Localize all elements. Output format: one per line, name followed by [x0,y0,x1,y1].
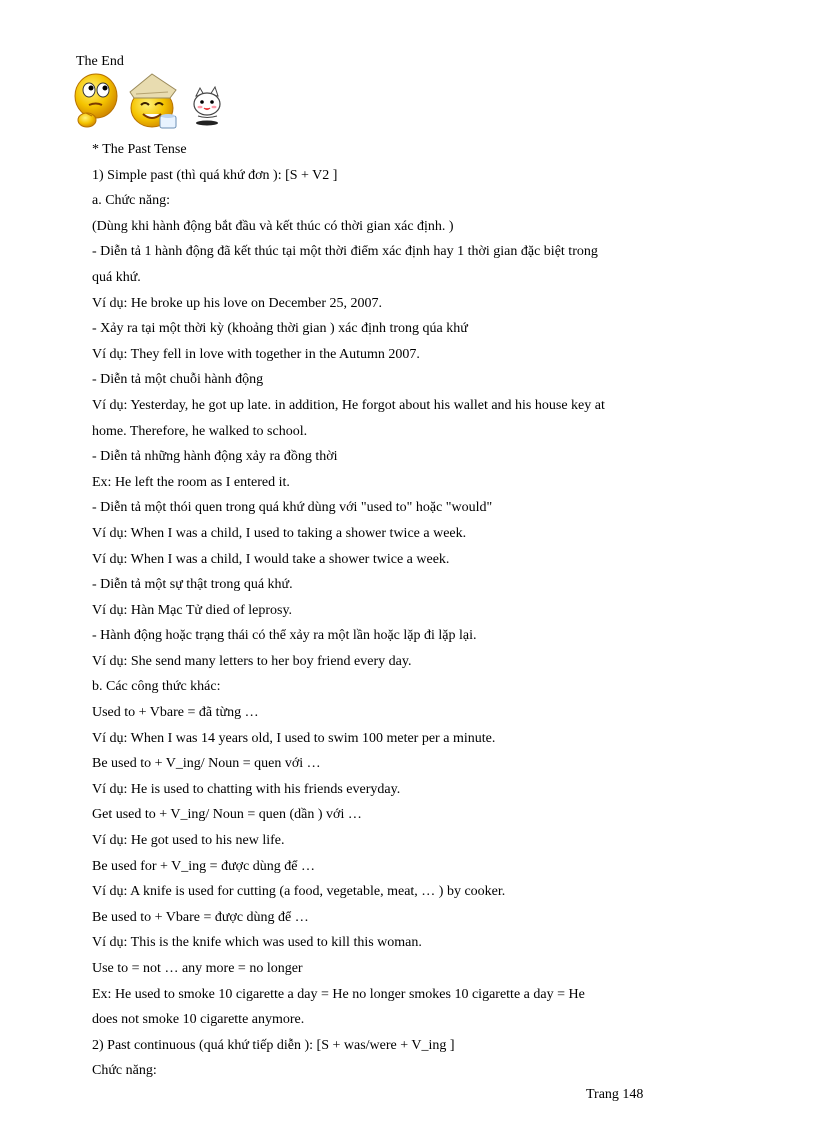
text-line: home. Therefore, he walked to school. [92,423,308,439]
text-line: Use to = not … any more = no longer [92,961,303,976]
text-line: Ví dụ: They fell in love with together in the Autumn 2007. [92,346,420,362]
text-line: (Dùng khi hành động bắt đầu và kết thúc có thời gian xác định. ) [92,218,454,234]
text-line: - Xảy ra tại một thời kỳ (khoảng thời gian ) xác định trong qúa khứ [92,321,468,337]
thinking-face-icon [72,72,122,130]
text-line: - Diễn tả một chuỗi hành động [92,372,264,388]
text-line: - Diễn tả một sự thật trong quá khứ. [92,577,293,593]
text-line: quá khứ. [92,269,141,285]
text-line: 2) Past continuous (quá khứ tiếp diễn ): [S + was/were + V_ing ] [92,1037,455,1053]
text-line: Ví dụ: He is used to chatting with his friends everyday. [92,781,401,797]
text-line: Ví dụ: Yesterday, he got up late. in addition, He forgot about his wallet and his house key at [92,397,605,413]
text-line: - Diễn tả 1 hành động đã kết thúc tại một thời điểm xác định hay 1 thời gian đặc biệt trong [92,244,598,260]
text-line: Be used for + V_ing = được dùng để … [92,858,315,874]
straw-hat-smiley-icon [126,72,182,130]
text-line: Ví dụ: When I was 14 years old, I used to swim 100 meter per a minute. [92,730,496,746]
text-line: 1) Simple past (thì quá khứ đơn ): [S + V2 ] [92,167,338,183]
header-title: The End [76,54,124,69]
emoticon-group [72,72,232,132]
text-line: Ví dụ: She send many letters to her boy friend every day. [92,653,412,669]
cat-face-icon [190,86,224,126]
text-line: Ví dụ: He broke up his love on December 25, 2007. [92,295,383,311]
text-line: Ví dụ: When I was a child, I would take a shower twice a week. [92,551,450,567]
text-line: - Hành động hoặc trạng thái có thể xảy ra một lần hoặc lặp đi lặp lại. [92,628,477,644]
text-line: Ex: He left the room as I entered it. [92,474,290,490]
text-line: does not smoke 10 cigarette anymore. [92,1012,305,1028]
text-line: Ví dụ: When I was a child, I used to taking a shower twice a week. [92,525,467,541]
text-line: - Diễn tả một thói quen trong quá khứ dùng với "used to" hoặc "would" [92,500,493,516]
text-line: Ví dụ: A knife is used for cutting (a food, vegetable, meat, … ) by cooker. [92,884,506,900]
text-line: Used to + Vbare = đã từng … [92,705,259,721]
page-number: Trang 148 [586,1087,644,1102]
text-line: Ví dụ: He got used to his new life. [92,833,285,849]
text-line: Chức năng: [92,1063,157,1079]
text-line: * The Past Tense [92,142,187,157]
text-line: Ví dụ: Hàn Mạc Tử died of leprosy. [92,602,293,618]
text-line: Ví dụ: This is the knife which was used to kill this woman. [92,935,422,951]
text-line: Be used to + V_ing/ Noun = quen với … [92,756,321,772]
document-body [92,137,692,1084]
text-line: - Diễn tả những hành động xảy ra đồng thời [92,449,338,465]
text-line: Ex: He used to smoke 10 cigarette a day = He no longer smokes 10 cigarette a day = He [92,986,585,1002]
text-line: Get used to + V_ing/ Noun = quen (dần ) với … [92,807,362,823]
text-line: Be used to + Vbare = được dùng để … [92,909,309,925]
text-line: b. Các công thức khác: [92,679,221,695]
text-line: a. Chức năng: [92,193,170,209]
